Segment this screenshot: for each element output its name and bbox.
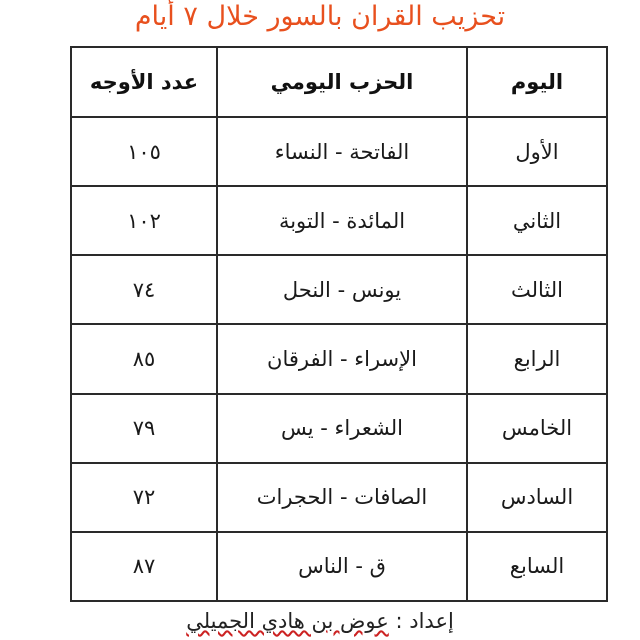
cell-hizb: الصافات - الحجرات bbox=[217, 463, 467, 532]
schedule-table bbox=[70, 46, 608, 602]
cell-pages: ٨٥ bbox=[71, 324, 217, 393]
page-title: تحزيب القران بالسور خلال ٧ أيام bbox=[134, 1, 506, 32]
cell-day: الأول bbox=[467, 117, 607, 186]
cell-hizb: يونس - النحل bbox=[217, 255, 467, 324]
cell-hizb: الشعراء - يس bbox=[217, 394, 467, 463]
cell-day: الرابع bbox=[467, 324, 607, 393]
cell-pages: ٨٧ bbox=[71, 532, 217, 601]
table-row bbox=[71, 186, 607, 255]
credit-line bbox=[0, 606, 640, 640]
table-row bbox=[71, 117, 607, 186]
cell-pages: ٧٤ bbox=[71, 255, 217, 324]
cell-hizb: المائدة - التوبة bbox=[217, 186, 467, 255]
table-row bbox=[71, 255, 607, 324]
credit-author: عوض بن هادي الجميلي bbox=[186, 609, 389, 633]
credit-label: إعداد : bbox=[395, 609, 454, 633]
table-row bbox=[71, 532, 607, 601]
header-day: اليوم bbox=[467, 47, 607, 117]
table-row bbox=[71, 463, 607, 532]
cell-day: السابع bbox=[467, 532, 607, 601]
cell-day: الثاني bbox=[467, 186, 607, 255]
cell-pages: ١٠٢ bbox=[71, 186, 217, 255]
cell-day: الثالث bbox=[467, 255, 607, 324]
table-header-row bbox=[71, 47, 607, 117]
cell-pages: ٧٩ bbox=[71, 394, 217, 463]
cell-hizb: الإسراء - الفرقان bbox=[217, 324, 467, 393]
table-row bbox=[71, 324, 607, 393]
table-row bbox=[71, 394, 607, 463]
cell-hizb: الفاتحة - النساء bbox=[217, 117, 467, 186]
header-pages: عدد الأوجه bbox=[71, 47, 217, 117]
cell-pages: ١٠٥ bbox=[71, 117, 217, 186]
cell-day: الخامس bbox=[467, 394, 607, 463]
header-hizb: الحزب اليومي bbox=[217, 47, 467, 117]
cell-hizb: ق - الناس bbox=[217, 532, 467, 601]
cell-pages: ٧٢ bbox=[71, 463, 217, 532]
cell-day: السادس bbox=[467, 463, 607, 532]
